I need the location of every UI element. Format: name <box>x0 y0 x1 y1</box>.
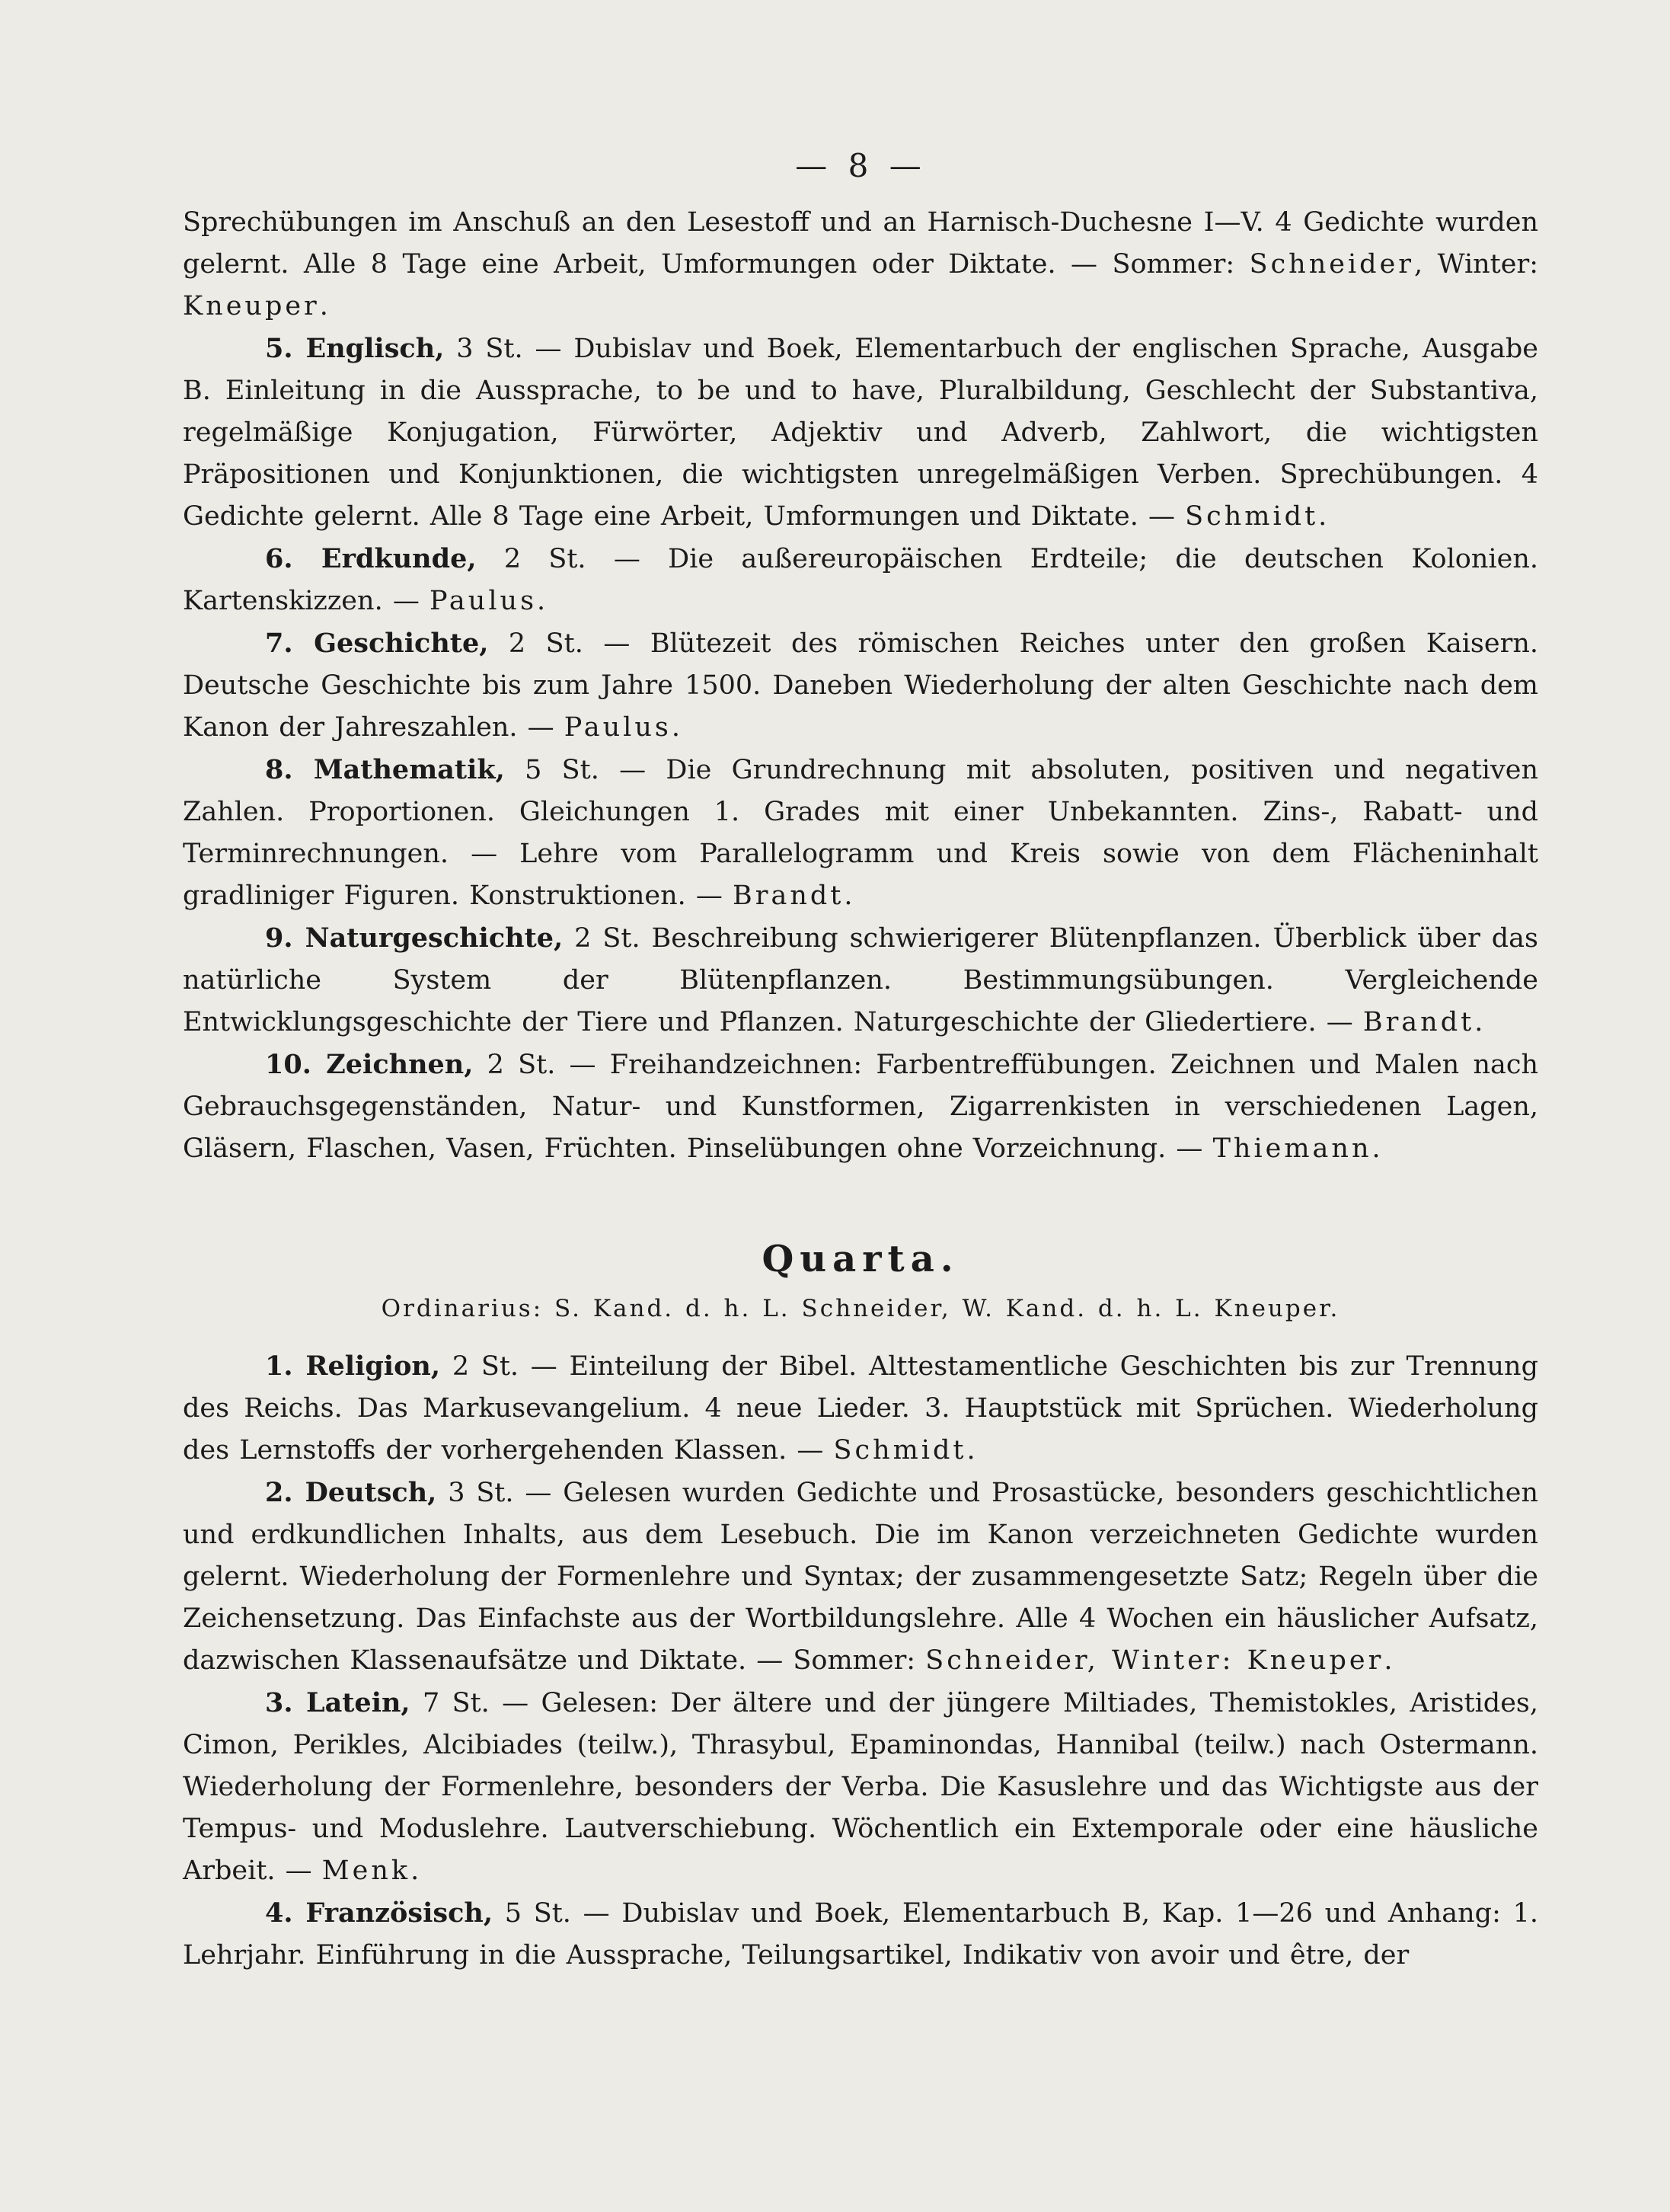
teacher-name: Menk <box>321 1856 411 1886</box>
subject-heading: 9. Naturgeschichte, <box>265 922 564 954</box>
subject-text: 2 St. Beschreibung schwierigerer Blütenpflanzen. Überblick über das natürliche System der Blütenpflanzen. Bestimmungsübungen. Vergleichende Entwicklungsgeschichte der Tiere und Pflanzen. Naturgeschichte der Gliedertiere. — <box>183 923 1539 1037</box>
teacher-name: Schmidt <box>833 1435 967 1466</box>
subject-text: 2 St. — Einteilung der Bibel. Alttestamentliche Geschichten bis zur Trennung des Reichs. Das Markusevangelium. 4 neue Lieder. 3. Hauptstück mit Sprüchen. Wiederholung des Lernstoffs der vorhergehenden Klassen. — <box>183 1351 1539 1466</box>
teacher-name: Schneider <box>1249 249 1415 280</box>
teacher-name: Paulus <box>564 712 672 743</box>
continuation-text: Sprechübungen im Anschuß an den Lesestoff und an Harnisch-Duchesne I—V. 4 Gedichte wurden gelernt. Alle 8 Tage eine Arbeit, Umformungen oder Diktate. — Sommer: <box>183 207 1538 280</box>
teacher-name: Thiemann <box>1212 1133 1372 1164</box>
subject-heading: 3. Latein, <box>265 1687 410 1718</box>
subject-heading: 8. Mathematik, <box>265 754 505 785</box>
subject-text: 2 St. — Die außereuropäischen Erdteile; die deutschen Kolonien. Kartenskizzen. — <box>183 544 1538 616</box>
subject-geschichte: 7. Geschichte, 2 St. — Blütezeit des römischen Reiches unter den großen Kaisern. Deutsche Geschichte bis zum Jahre 1500. Daneben Wiederholung der alten Geschichte nach dem Kanon der Jahreszahlen. — Paulus. <box>183 628 1538 743</box>
continuation-end: . <box>319 291 328 321</box>
subject-erdkunde: 6. Erdkunde, 2 St. — Die außereuropäischen Erdteile; die deutschen Kolonien. Kartenskizzen. — Paulus. <box>183 543 1538 616</box>
subject-latein: 3. Latein, 7 St. — Gelesen: Der ältere und der jüngere Miltiades, Themistokles, Aristides, Cimon, Perikles, Alcibiades (teilw.), Thrasybul, Epaminondas, Hannibal (teilw.) nach Ostermann. Wiederholung der Formenlehre, besonders der Verba. Die Kasuslehre und das Wichtigste aus der Tempus- und Moduslehre. Lautverschiebung. Wöchentlich ein Extemporale oder eine häusliche Arbeit. — Menk. <box>183 1687 1538 1886</box>
teacher-name: Brandt <box>733 881 845 911</box>
page-number: — 8 — <box>795 147 926 184</box>
subject-text: 3 St. — Gelesen wurden Gedichte und Prosastücke, besonders geschichtlichen und erdkundlichen Inhalts, aus dem Lesebuch. Die im Kanon verzeichneten Gedichte wurden gelernt. Wiederholung der Formenlehre und Syntax; der zusammengesetzte Satz; Regeln über die Zeichensetzung. Das Einfachste aus der Wortbildungslehre. Alle 4 Wochen ein häuslicher Aufsatz, dazwischen Klassenaufsätze und Diktate. — Sommer: <box>183 1478 1538 1676</box>
subject-englisch: 5. Englisch, 3 St. — Dubislav und Boek, Elementarbuch der englischen Sprache, Ausgabe B. Einleitung in die Aussprache, to be und to have, Pluralbildung, Geschlecht der Substantiva, regelmäßige Konjugation, Fürwörter, Adjektiv und Adverb, Zahlwort, die wichtigsten Präpositionen und Konjunktionen, die wichtigsten unregelmäßigen Verben. Sprechübungen. 4 Gedichte gelernt. Alle 8 Tage eine Arbeit, Umformungen und Diktate. — Schmidt. <box>183 333 1538 532</box>
subject-franzoesisch <box>183 1892 1538 1977</box>
subject-text: 7 St. — Gelesen: Der ältere und der jüngere Miltiades, Themistokles, Aristides, Cimon, Perikles, Alcibiades (teilw.), Thrasybul, Epaminondas, Hannibal (teilw.) nach Ostermann. Wiederholung der Formenlehre, besonders der Verba. Die Kasuslehre und das Wichtigste aus der Tempus- und Moduslehre. Lautverschiebung. Wöchentlich ein Extemporale oder eine häusliche Arbeit. — <box>183 1688 1538 1886</box>
continuation-text: , Winter: <box>1414 249 1538 280</box>
subject-text: 2 St. — Freihandzeichnen: Farbentreffübungen. Zeichnen und Malen nach Gebrauchsgegenständen, Natur- und Kunstformen, Zigarrenkisten in verschiedenen Lagen, Gläsern, Flaschen, Vasen, Früchten. Pinselübungen ohne Vorzeichnung. — <box>183 1050 1538 1164</box>
document-page <box>183 145 1538 2163</box>
teacher-name: Kneuper <box>183 291 320 321</box>
teacher-name: Schneider, Winter: Kneuper <box>925 1645 1384 1676</box>
subject-text: 2 St. — Blütezeit des römischen Reiches unter den großen Kaisern. Deutsche Geschichte bis zum Jahre 1500. Daneben Wiederholung der alten Geschichte nach dem Kanon der Jahreszahlen. — <box>183 628 1538 743</box>
subject-zeichnen: 10. Zeichnen, 2 St. — Freihandzeichnen: Farbentreffübungen. Zeichnen und Malen nach Gebrauchsgegenständen, Natur- und Kunstformen, Zigarrenkisten in verschiedenen Lagen, Gläsern, Flaschen, Vasen, Früchten. Pinselübungen ohne Vorzeichnung. — Thiemann. <box>183 1049 1538 1164</box>
subject-heading: 2. Deutsch, <box>265 1477 437 1508</box>
subject-text: 5 St. — Dubislav und Boek, Elementarbuch B, Kap. 1—26 und Anhang: 1. Lehrjahr. Einführung in die Aussprache, Teilungsartikel, Indikativ von avoir und être, der <box>183 1898 1538 1971</box>
teacher-name: Brandt <box>1362 1007 1475 1037</box>
continuation-paragraph <box>183 202 1538 328</box>
section-subtitle: Ordinarius: S. Kand. d. h. L. Schneider, W. Kand. d. h. L. Kneuper. <box>381 1295 1340 1322</box>
subject-deutsch: 2. Deutsch, 3 St. — Gelesen wurden Gedichte und Prosastücke, besonders geschichtlichen und erdkundlichen Inhalts, aus dem Lesebuch. Die im Kanon verzeichneten Gedichte wurden gelernt. Wiederholung der Formenlehre und Syntax; der zusammengesetzte Satz; Regeln über die Zeichensetzung. Das Einfachste aus der Wortbildungslehre. Alle 4 Wochen ein häuslicher Aufsatz, dazwischen Klassenaufsätze und Diktate. — Sommer: Schneider, Winter: Kneuper. <box>183 1477 1538 1676</box>
subject-naturgeschichte: 9. Naturgeschichte, 2 St. Beschreibung schwierigerer Blütenpflanzen. Überblick über das natürliche System der Blütenpflanzen. Bestimmungsübungen. Vergleichende Entwicklungsgeschichte der Tiere und Pflanzen. Naturgeschichte der Gliedertiere. — Brandt. <box>183 922 1539 1037</box>
subject-religion: 1. Religion, 2 St. — Einteilung der Bibel. Alttestamentliche Geschichten bis zur Trennung des Reichs. Das Markusevangelium. 4 neue Lieder. 3. Hauptstück mit Sprüchen. Wiederholung des Lernstoffs der vorhergehenden Klassen. — Schmidt. <box>183 1351 1539 1466</box>
teacher-name: Schmidt <box>1185 501 1319 532</box>
teacher-name: Paulus <box>429 586 538 616</box>
section-title: Quarta. <box>762 1238 960 1280</box>
subject-heading: 1. Religion, <box>265 1351 441 1382</box>
subject-heading: 5. Englisch, <box>265 333 445 364</box>
subject-heading: 10. Zeichnen, <box>265 1049 474 1080</box>
subject-heading: 6. Erdkunde, <box>265 543 477 574</box>
subject-text: 5 St. — Die Grundrechnung mit absoluten, positiven und negativen Zahlen. Proportionen. Gleichungen 1. Grades mit einer Unbekannten. Zins-, Rabatt- und Terminrechnungen. — Lehre vom Parallelogramm und Kreis sowie von dem Flächeninhalt gradliniger Figuren. Konstruktionen. — <box>183 755 1538 911</box>
subject-heading: 4. Französisch, <box>265 1897 493 1929</box>
subject-text: 3 St. — Dubislav und Boek, Elementarbuch der englischen Sprache, Ausgabe B. Einleitung in die Aussprache, to be und to have, Pluralbildung, Geschlecht der Substantiva, regelmäßige Konjugation, Fürwörter, Adjektiv und Adverb, Zahlwort, die wichtigsten Präpositionen und Konjunktionen, die wichtigsten unregelmäßigen Verben. Sprechübungen. 4 Gedichte gelernt. Alle 8 Tage eine Arbeit, Umformungen und Diktate. — <box>183 334 1538 532</box>
subject-mathematik: 8. Mathematik, 5 St. — Die Grundrechnung mit absoluten, positiven und negativen Zahlen. Proportionen. Gleichungen 1. Grades mit einer Unbekannten. Zins-, Rabatt- und Terminrechnungen. — Lehre vom Parallelogramm und Kreis sowie von dem Flächeninhalt gradliniger Figuren. Konstruktionen. — Brandt. <box>183 754 1538 911</box>
subject-heading: 7. Geschichte, <box>265 628 489 659</box>
